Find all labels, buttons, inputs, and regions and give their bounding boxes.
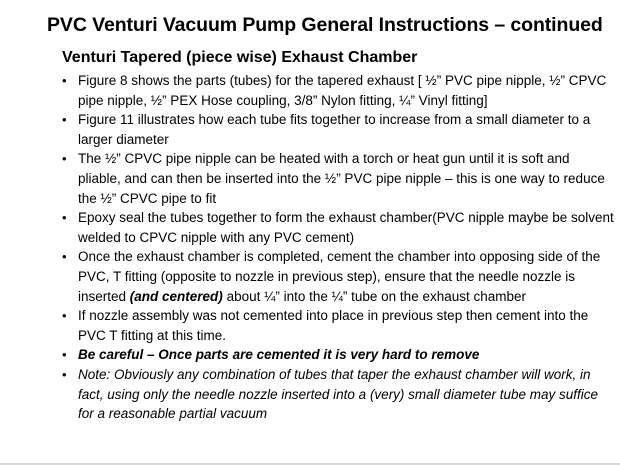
warning-text: Be careful – Once parts are cemented it is very hard to remove	[78, 347, 480, 363]
list-item	[60, 71, 616, 110]
list-item	[60, 149, 616, 208]
slide-title: PVC Venturi Vacuum Pump General Instructions – continued	[47, 14, 603, 36]
list-item	[60, 345, 616, 365]
bullet-text: about ¼” into the ¼” tube on the exhaust chamber	[222, 288, 527, 304]
section-heading: Venturi Tapered (piece wise) Exhaust Chamber	[62, 49, 418, 66]
instruction-list	[60, 71, 616, 424]
list-item	[60, 208, 616, 247]
list-item	[60, 247, 616, 306]
bullet-text: Once the exhaust chamber is completed, cement the chamber into opposing side of the PVC, T fitting (opposite to nozzle in previous step), ensure that the needle nozzle is inserted	[78, 249, 601, 304]
bullet-text: Epoxy seal the tubes together to form the exhaust chamber(PVC nipple maybe be solvent welded to CPVC nipple with any PVC cement)	[78, 210, 614, 245]
bullet-text: The ½” CPVC pipe nipple can be heated with a torch or heat gun until it is soft and pliable, and can then be inserted into the ½” PVC pipe nipple – this is one way to reduce the ½” CPVC pipe to fit	[78, 151, 605, 206]
list-item	[60, 365, 616, 424]
emphasis-text: (and centered)	[129, 288, 223, 304]
bullet-text: Figure 11 illustrates how each tube fits together to increase from a small diameter to a larger diameter	[78, 112, 591, 147]
list-item	[60, 110, 616, 149]
bullet-text: Figure 8 shows the parts (tubes) for the tapered exhaust [ ½” PVC pipe nipple, ½” CPVC pipe nipple, ½” PEX Hose coupling, 3/8” Nylon fitting, ¼” Vinyl fitting]	[78, 73, 607, 108]
list-item	[60, 306, 616, 345]
note-text: Note: Obviously any combination of tubes that taper the exhaust chamber will work, in fact, using only the needle nozzle inserted into a (very) small diameter tube may suffice for a reasonable partial vacuum	[78, 366, 599, 422]
bullet-text: If nozzle assembly was not cemented into place in previous step then cement into the PVC T fitting at this time.	[78, 308, 589, 343]
